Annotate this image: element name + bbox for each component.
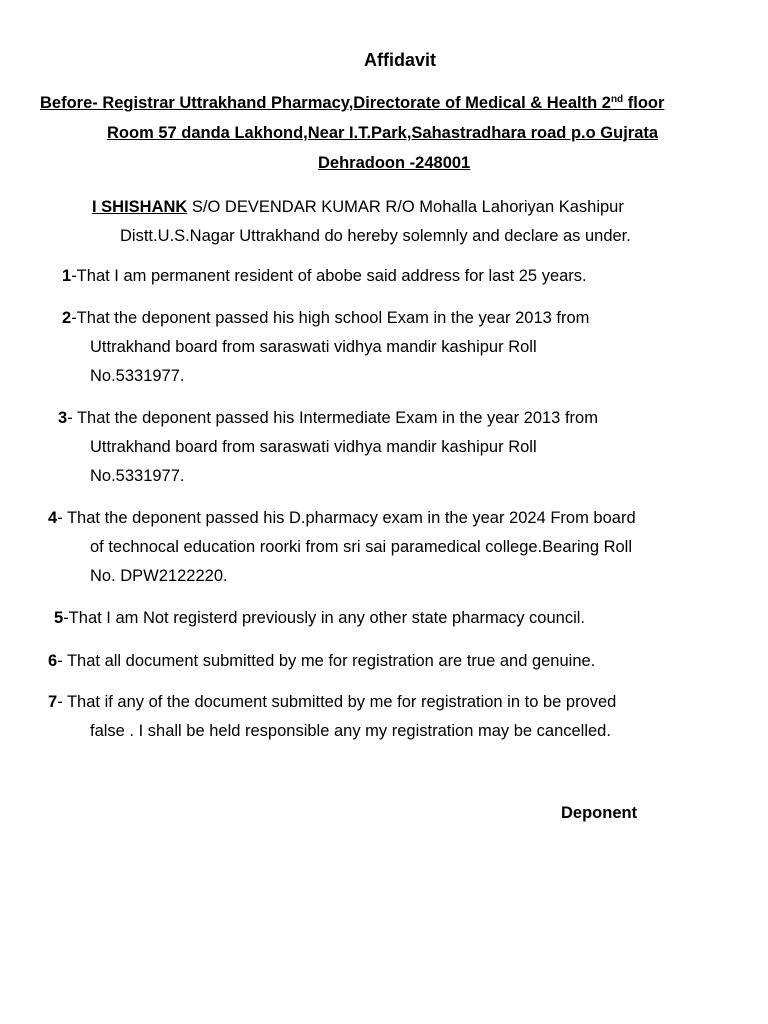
point-text-line-2: Uttrakhand board from saraswati vidhya mandir kashipur Roll bbox=[90, 438, 537, 456]
point-text-line-3: No.5331977. bbox=[90, 367, 185, 385]
point-text: - That if any of the document submitted by me for registration in to be proved bbox=[57, 693, 617, 711]
document-title: Affidavit bbox=[364, 50, 436, 70]
point-text: -That the deponent passed his high school Exam in the year 2013 from bbox=[71, 309, 590, 327]
declaration-point-6 bbox=[48, 647, 595, 676]
point-text-line-3: No. DPW2122220. bbox=[90, 567, 228, 585]
addressee-line-1-end: floor bbox=[623, 94, 665, 112]
point-number: 1 bbox=[62, 267, 72, 285]
ordinal-suffix: nd bbox=[610, 94, 624, 105]
point-text: - That all document submitted by me for registration are true and genuine. bbox=[57, 652, 596, 670]
point-number: 5 bbox=[54, 609, 64, 627]
deponent-signature-label: Deponent bbox=[561, 804, 638, 822]
point-number: 4 bbox=[48, 509, 58, 527]
declarant-intro bbox=[92, 193, 631, 251]
declaration-point-5 bbox=[54, 604, 585, 633]
point-text: - That the deponent passed his D.pharmacy exam in the year 2024 From board bbox=[57, 509, 636, 527]
point-number: 3 bbox=[58, 409, 68, 427]
addressee-line-2: Room 57 danda Lakhond,Near I.T.Park,Sahastradhara road p.o Gujrata bbox=[107, 124, 659, 142]
declaration-point-1 bbox=[62, 262, 587, 291]
addressee-line-1 bbox=[40, 94, 664, 113]
point-text-line-2: false . I shall be held responsible any my registration may be cancelled. bbox=[90, 722, 611, 740]
addressee-line-3: Dehradoon -248001 bbox=[318, 154, 471, 172]
declaration-point-4 bbox=[48, 504, 636, 591]
point-number: 6 bbox=[48, 652, 58, 670]
point-text-line-3: No.5331977. bbox=[90, 467, 185, 485]
point-text-line-2: of technocal education roorki from sri sai paramedical college.Bearing Roll bbox=[90, 538, 633, 556]
declaration-point-3 bbox=[58, 404, 598, 491]
addressee-line-1-text: Before- Registrar Uttrakhand Pharmacy,Directorate of Medical & Health 2 bbox=[40, 94, 611, 112]
declarant-name: I SHISHANK bbox=[92, 198, 188, 216]
declarant-details: S/O DEVENDAR KUMAR R/O Mohalla Lahoriyan Kashipur bbox=[187, 198, 624, 216]
point-text: - That the deponent passed his Intermediate Exam in the year 2013 from bbox=[67, 409, 598, 427]
point-number: 7 bbox=[48, 693, 58, 711]
point-number: 2 bbox=[62, 309, 72, 327]
declaration-point-7 bbox=[48, 688, 616, 746]
point-text: -That I am Not registerd previously in any other state pharmacy council. bbox=[63, 609, 585, 627]
declarant-intro-line-2: Distt.U.S.Nagar Uttrakhand do hereby solemnly and declare as under. bbox=[120, 227, 631, 245]
point-text: -That I am permanent resident of abobe said address for last 25 years. bbox=[71, 267, 587, 285]
point-text-line-2: Uttrakhand board from saraswati vidhya mandir kashipur Roll bbox=[90, 338, 537, 356]
declaration-point-2 bbox=[62, 304, 589, 391]
